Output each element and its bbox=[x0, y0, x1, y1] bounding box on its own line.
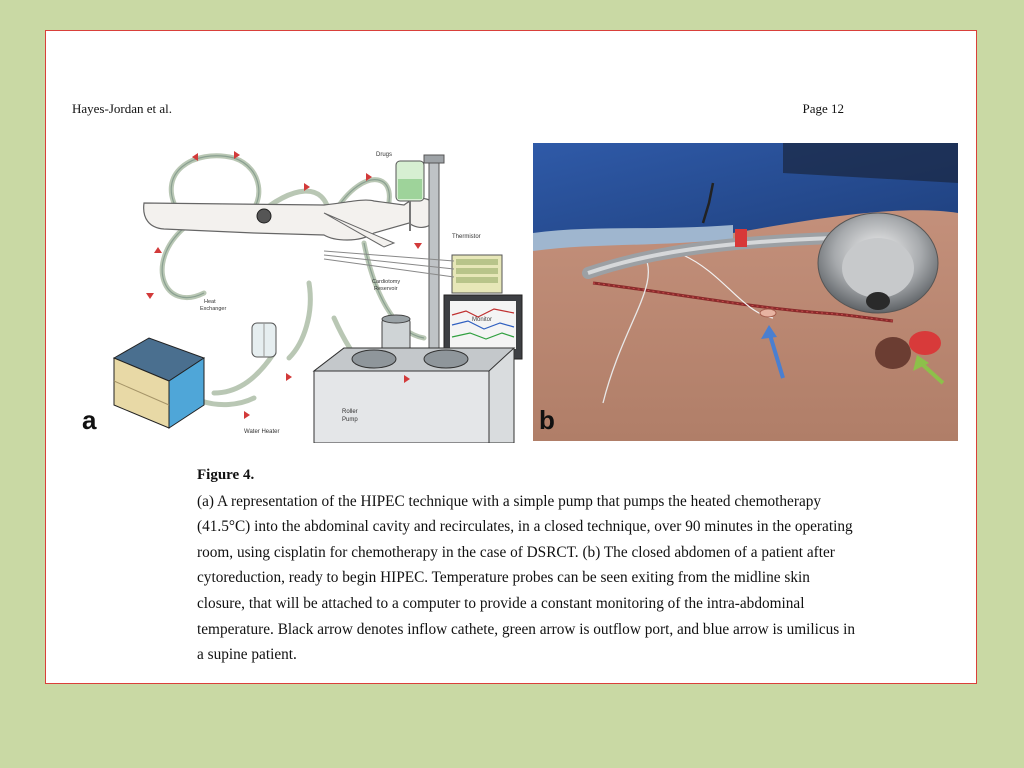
heat-exchanger bbox=[200, 299, 276, 357]
patient-figure bbox=[144, 198, 437, 247]
page-number: Page 12 bbox=[802, 101, 844, 116]
figure-panel-b bbox=[533, 143, 958, 441]
slide bbox=[45, 30, 977, 684]
roller-pump bbox=[314, 348, 514, 443]
caption-body: (a) A representation of the HIPEC technique with a simple pump that pumps the heated chemotherapy (41.5°C) into the abdominal cavity and recirculates, in a closed technique, over 90 minutes in the operating room, using cisplatin for chemotherapy in the case of DSRCT. (b) The closed abdomen of a patient after cytoreduction, ready to begin HIPEC. Temperature probes can be seen exiting from the midline skin closure, that will be attached to a computer to provide a constant monitoring of the intra-abdominal temperature. Black arrow denotes inflow cathete, green arrow is outflow port, and blue arrow is umilicus in a supine patient. bbox=[197, 492, 855, 664]
author-header: Hayes-Jordan et al. bbox=[72, 101, 172, 116]
panel-letter-a: a bbox=[82, 405, 97, 435]
label-thermistor: Thermistor bbox=[452, 234, 481, 240]
panel-letter-b: b bbox=[539, 405, 555, 435]
label-heat: Heat bbox=[204, 299, 216, 305]
label-water-heater: Water Heater bbox=[244, 429, 280, 435]
label-drugs: Drugs bbox=[376, 152, 393, 158]
cardiotomy-reservoir bbox=[372, 279, 410, 351]
hipec-diagram bbox=[74, 143, 528, 443]
thermistor-unit bbox=[452, 234, 502, 293]
label-reservoir: Reservoir bbox=[374, 286, 398, 292]
caption-title: Figure 4. bbox=[197, 467, 255, 483]
surgical-photo bbox=[533, 143, 958, 441]
label-cardiotomy: Cardiotomy bbox=[372, 279, 401, 285]
figure-caption bbox=[197, 463, 857, 668]
label-exchanger: Exchanger bbox=[200, 306, 227, 312]
label-monitor: Monitor bbox=[472, 317, 493, 323]
figure-panel-a bbox=[74, 143, 528, 443]
label-roller: Roller bbox=[342, 409, 358, 415]
label-pump: Pump bbox=[342, 417, 358, 423]
